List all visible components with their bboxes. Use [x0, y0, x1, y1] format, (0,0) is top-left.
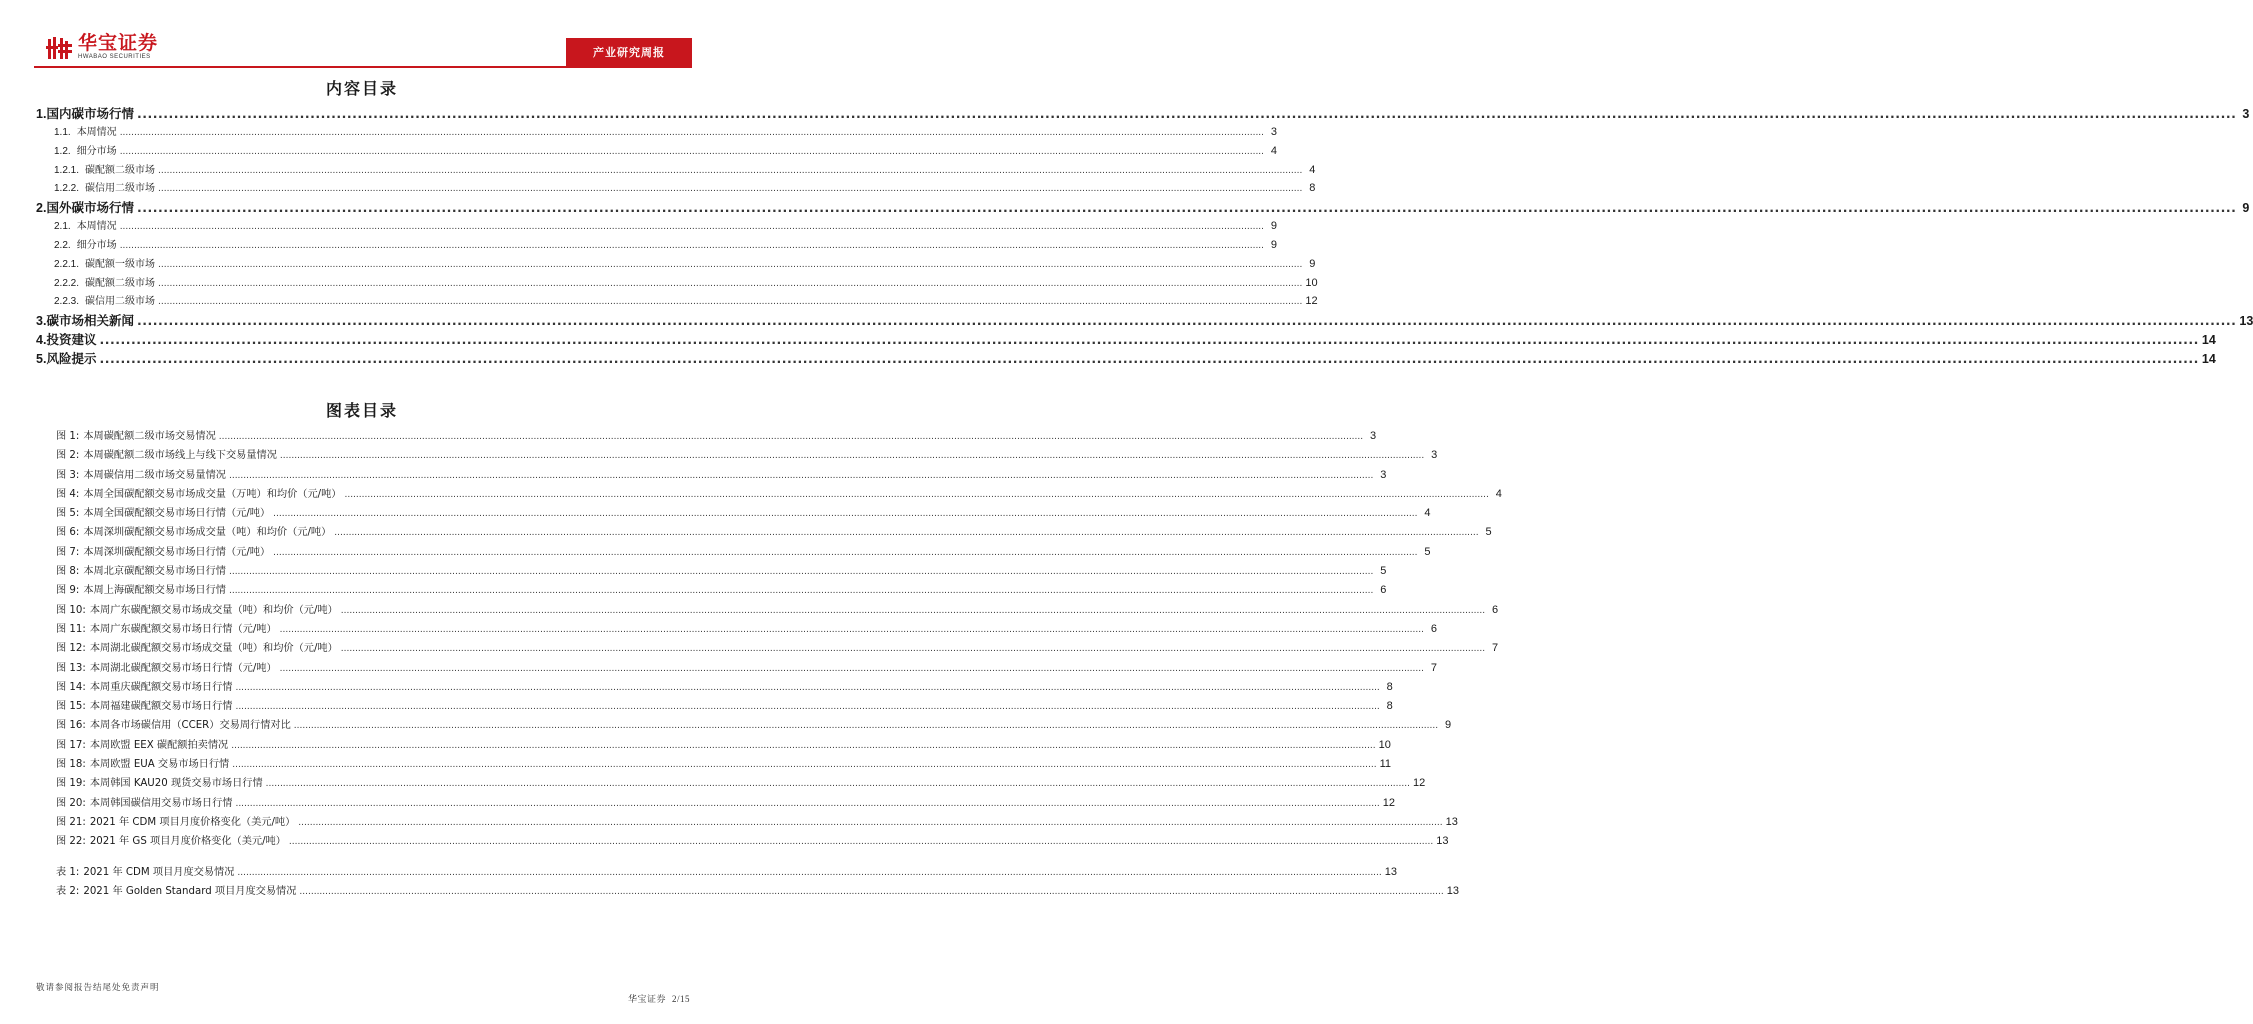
leader-dots: ................................................................................................................................................................................................................................................................................................................................................................................................................: [99, 332, 2199, 348]
toc-entry[interactable]: [36, 161, 1316, 180]
leader-dots: ................................................................................................................................................................................................................................................................................................................................................................................................................: [136, 313, 2237, 329]
entry-label: 本周碳信用二级市场交易量情况: [83, 469, 226, 481]
entry-page: 9: [1270, 220, 1278, 233]
leader-dots: ................................................................................................................................................................................................................................................................................................................................................................................................................: [232, 760, 1377, 771]
entry-label: 2021 年 Golden Standard 项目月度交易情况: [83, 886, 297, 898]
entry-label: 细分市场: [76, 239, 117, 251]
entry-page: 5: [1380, 565, 1387, 578]
entry-label: 本周广东碳配额交易市场日行情（元/吨）: [89, 623, 277, 635]
header-divider: [34, 66, 692, 68]
leader-dots: ................................................................................................................................................................................................................................................................................................................................................................................................................: [279, 663, 1424, 674]
entry-label: 投资建议: [46, 332, 97, 348]
entry-num: 2.2.3.: [54, 296, 80, 308]
toc-title: 内容目录: [325, 79, 398, 98]
entry-num: 1.2.2.: [54, 183, 80, 195]
figure-entry[interactable]: [56, 427, 1377, 446]
leader-dots: ................................................................................................................................................................................................................................................................................................................................................................................................................: [237, 868, 1382, 878]
leader-dots: ................................................................................................................................................................................................................................................................................................................................................................................................................: [228, 470, 1374, 481]
entry-label: 碳信用二级市场: [85, 183, 156, 195]
figure-entry[interactable]: [56, 716, 1452, 735]
entry-label: 本周深圳碳配额交易市场成交量（吨）和均价（元/吨）: [83, 527, 332, 539]
entry-num: 图 2:: [56, 450, 80, 462]
leader-dots: ................................................................................................................................................................................................................................................................................................................................................................................................................: [288, 837, 1434, 848]
entry-num: 3.: [36, 314, 47, 329]
entry-num: 1.: [36, 107, 47, 121]
entry-page: 10: [1305, 276, 1318, 289]
leader-dots: ................................................................................................................................................................................................................................................................................................................................................................................................................: [228, 586, 1374, 597]
entry-num: 1.2.1.: [54, 164, 80, 176]
figure-entry[interactable]: [56, 794, 1396, 813]
entry-page: 6: [1430, 622, 1437, 635]
leader-dots: ................................................................................................................................................................................................................................................................................................................................................................................................................: [158, 278, 1303, 289]
leader-dots: ................................................................................................................................................................................................................................................................................................................................................................................................................: [158, 297, 1303, 308]
entry-page: 8: [1386, 700, 1393, 713]
figure-entry[interactable]: [56, 446, 1438, 465]
entry-num: 2.2.2.: [54, 277, 80, 289]
entry-num: 图 14:: [56, 681, 86, 693]
entry-num: 1.2.: [54, 145, 71, 157]
leader-dots: ................................................................................................................................................................................................................................................................................................................................................................................................................: [298, 817, 1443, 828]
toc-entry[interactable]: [36, 330, 2216, 349]
entry-page: 13: [1446, 885, 1459, 898]
entry-num: 图 1:: [56, 431, 80, 442]
entry-label: 本周深圳碳配额交易市场日行情（元/吨）: [83, 546, 271, 558]
entry-num: 图 21:: [56, 816, 86, 828]
figure-entry[interactable]: [56, 581, 1387, 600]
leader-dots: ................................................................................................................................................................................................................................................................................................................................................................................................................: [228, 567, 1374, 578]
figure-entry[interactable]: [56, 678, 1393, 697]
table-list: [56, 863, 1459, 902]
leader-dots: ................................................................................................................................................................................................................................................................................................................................................................................................................: [119, 240, 1265, 251]
entry-num: 图 6:: [56, 527, 80, 539]
entry-label: 本周北京碳配额交易市场日行情: [83, 566, 226, 578]
figure-entry[interactable]: [56, 485, 1502, 504]
entry-label: 2021 年 GS 项目月度价格变化（美元/吨）: [89, 836, 286, 848]
entry-label: 本周各市场碳信用（CCER）交易周行情对比: [89, 720, 291, 732]
entry-page: 12: [1305, 295, 1318, 308]
leader-dots: ................................................................................................................................................................................................................................................................................................................................................................................................................: [334, 528, 1479, 539]
figure-entry[interactable]: [56, 659, 1437, 678]
toc-entry[interactable]: [36, 311, 2253, 330]
figure-entry[interactable]: [56, 755, 1391, 774]
entry-page: 12: [1382, 796, 1396, 809]
figure-entry[interactable]: [56, 601, 1499, 620]
toc-entry[interactable]: [36, 274, 1318, 293]
entry-label: 本周碳配额二级市场线上与线下交易量情况: [83, 450, 277, 462]
entry-num: 图 22:: [56, 836, 86, 848]
toc-entry[interactable]: [36, 104, 2250, 123]
figure-entry[interactable]: [56, 504, 1431, 523]
figure-entry[interactable]: [56, 543, 1431, 562]
entry-num: 图 12:: [56, 643, 86, 655]
entry-num: 图 10:: [56, 604, 86, 616]
footer-company: 华宝证券: [627, 995, 666, 1005]
entry-num: 图 20:: [56, 797, 86, 809]
entry-label: 2021 年 CDM 项目月度交易情况: [83, 867, 235, 878]
leader-dots: ................................................................................................................................................................................................................................................................................................................................................................................................................: [279, 451, 1425, 462]
figure-entry[interactable]: [56, 466, 1387, 485]
leader-dots: ................................................................................................................................................................................................................................................................................................................................................................................................................: [158, 259, 1303, 270]
logo-name-en: HWABAO SECURITIES: [78, 54, 151, 60]
entry-page: 5: [1485, 526, 1492, 539]
figure-entry[interactable]: [56, 523, 1492, 542]
toc-entry[interactable]: [36, 349, 2216, 368]
entry-label: 本周欧盟 EUA 交易市场日行情: [89, 759, 230, 771]
entry-num: 图 16:: [56, 720, 86, 732]
entry-label: 细分市场: [76, 145, 117, 157]
leader-dots: ................................................................................................................................................................................................................................................................................................................................................................................................................: [299, 887, 1444, 898]
entry-num: 图 18:: [56, 759, 86, 771]
entry-label: 本周情况: [76, 127, 117, 138]
leader-dots: ................................................................................................................................................................................................................................................................................................................................................................................................................: [235, 702, 1380, 713]
entry-page: 9: [2242, 201, 2250, 216]
entry-num: 表 2:: [56, 886, 80, 898]
entry-label: 本周湖北碳配额交易市场成交量（吨）和均价（元/吨）: [89, 643, 338, 655]
entry-page: 9: [1444, 719, 1452, 732]
toc-entry[interactable]: [36, 292, 1318, 311]
figure-entry[interactable]: [56, 832, 1449, 851]
leader-dots: ................................................................................................................................................................................................................................................................................................................................................................................................................: [119, 146, 1265, 157]
logo-mark-icon: [46, 35, 72, 61]
entry-page: 14: [2201, 333, 2216, 348]
leader-dots: ................................................................................................................................................................................................................................................................................................................................................................................................................: [344, 489, 1489, 500]
toc-entry[interactable]: [36, 179, 1316, 198]
entry-page: 13: [1445, 815, 1458, 828]
entry-label: 碳配额一级市场: [85, 258, 156, 270]
lof-title: 图表目录: [325, 401, 398, 420]
entry-num: 2.: [36, 201, 47, 216]
entry-num: 图 9:: [56, 585, 80, 597]
leader-dots: ................................................................................................................................................................................................................................................................................................................................................................................................................: [279, 624, 1424, 635]
entry-page: 9: [1270, 238, 1278, 251]
report-type-badge: 产业研究周报: [566, 38, 692, 66]
entry-num: 图 19:: [56, 778, 86, 790]
entry-page: 5: [1424, 545, 1431, 558]
entry-num: 2.2.: [54, 239, 71, 251]
figure-entry[interactable]: [56, 774, 1426, 793]
entry-page: 3: [1431, 449, 1438, 462]
leader-dots: ................................................................................................................................................................................................................................................................................................................................................................................................................: [265, 779, 1410, 790]
entry-page: 3: [2242, 107, 2250, 121]
table-entry[interactable]: [56, 882, 1459, 901]
entry-label: 碳配额二级市场: [85, 164, 156, 176]
toc-entry[interactable]: [36, 255, 1316, 274]
entry-label: 本周欧盟 EEX 碳配额拍卖情况: [89, 739, 229, 751]
entry-page: 8: [1309, 182, 1316, 195]
entry-num: 表 1:: [56, 867, 80, 878]
entry-label: 风险提示: [46, 351, 97, 367]
entry-num: 1.1.: [54, 127, 71, 138]
entry-page: 6: [1491, 603, 1499, 616]
entry-label: 本周上海碳配额交易市场日行情: [83, 585, 226, 597]
leader-dots: ................................................................................................................................................................................................................................................................................................................................................................................................................: [218, 432, 1364, 442]
entry-num: 图 4:: [56, 488, 80, 500]
company-logo: [46, 34, 158, 61]
table-entry[interactable]: [56, 863, 1398, 882]
entry-label: 碳配额二级市场: [85, 277, 156, 289]
leader-dots: ................................................................................................................................................................................................................................................................................................................................................................................................................: [273, 547, 1418, 558]
entry-label: 本周韩国碳信用交易市场日行情: [89, 797, 233, 809]
entry-page: 4: [1424, 507, 1431, 520]
toc-entry[interactable]: [36, 198, 2250, 217]
entry-label: 2021 年 CDM 项目月度价格变化（美元/吨）: [89, 816, 296, 828]
entry-page: 8: [1386, 680, 1393, 693]
entry-label: 国外碳市场行情: [46, 200, 134, 216]
leader-dots: ................................................................................................................................................................................................................................................................................................................................................................................................................: [235, 798, 1380, 809]
entry-label: 国内碳市场行情: [46, 106, 134, 121]
entry-label: 本周全国碳配额交易市场成交量（万吨）和均价（元/吨）: [83, 488, 342, 500]
entry-label: 本周韩国 KAU20 现货交易市场日行情: [89, 778, 263, 790]
entry-page: 7: [1491, 642, 1499, 655]
entry-num: 图 17:: [56, 739, 86, 751]
entry-page: 6: [1380, 584, 1387, 597]
leader-dots: ................................................................................................................................................................................................................................................................................................................................................................................................................: [340, 605, 1486, 616]
toc-entry[interactable]: [36, 123, 1278, 142]
entry-num: 2.2.1.: [54, 258, 80, 270]
leader-dots: ................................................................................................................................................................................................................................................................................................................................................................................................................: [158, 184, 1303, 195]
entry-label: 本周广东碳配额交易市场成交量（吨）和均价（元/吨）: [89, 604, 338, 616]
entry-page: 7: [1430, 661, 1437, 674]
leader-dots: ................................................................................................................................................................................................................................................................................................................................................................................................................: [158, 165, 1303, 176]
figure-entry[interactable]: [56, 736, 1391, 755]
logo-name-cn: 华宝证券: [78, 32, 159, 54]
figure-entry[interactable]: [56, 813, 1458, 832]
entry-page: 13: [1384, 866, 1398, 878]
entry-num: 5.: [36, 352, 47, 367]
entry-page: 3: [1380, 468, 1387, 481]
entry-page: 9: [1309, 257, 1316, 270]
entry-page: 4: [1495, 487, 1502, 500]
leader-dots: ................................................................................................................................................................................................................................................................................................................................................................................................................: [293, 721, 1439, 732]
entry-label: 本周全国碳配额交易市场日行情（元/吨）: [83, 508, 271, 520]
entry-label: 本周福建碳配额交易市场日行情: [89, 701, 233, 713]
entry-num: 2.1.: [54, 221, 71, 233]
toc-entry[interactable]: [36, 217, 1278, 236]
entry-num: 图 7:: [56, 546, 80, 558]
entry-page: 13: [2239, 314, 2253, 329]
entry-num: 图 5:: [56, 508, 80, 520]
entry-label: 本周重庆碳配额交易市场日行情: [89, 681, 233, 693]
figure-entry[interactable]: [56, 620, 1437, 639]
leader-dots: ................................................................................................................................................................................................................................................................................................................................................................................................................: [119, 222, 1265, 233]
entry-num: 图 8:: [56, 566, 80, 578]
table-of-contents: [36, 104, 2253, 368]
toc-entry[interactable]: [36, 236, 1278, 255]
entry-page: 13: [1436, 835, 1449, 848]
entry-num: 4.: [36, 333, 47, 348]
leader-dots: ................................................................................................................................................................................................................................................................................................................................................................................................................: [273, 509, 1418, 520]
figure-entry[interactable]: [56, 697, 1393, 716]
leader-dots: ................................................................................................................................................................................................................................................................................................................................................................................................................: [99, 351, 2199, 367]
entry-page: 11: [1379, 758, 1391, 771]
entry-label: 本周情况: [76, 221, 117, 233]
page-number: 2/15: [671, 994, 690, 1004]
leader-dots: ................................................................................................................................................................................................................................................................................................................................................................................................................: [231, 740, 1376, 751]
entry-num: 图 13:: [56, 662, 86, 674]
footer-info: [628, 992, 690, 1005]
entry-page: 12: [1412, 777, 1426, 790]
leader-dots: ................................................................................................................................................................................................................................................................................................................................................................................................................: [235, 682, 1380, 693]
entry-page: 14: [2201, 352, 2216, 367]
entry-num: 图 3:: [56, 469, 80, 481]
entry-page: 4: [1270, 144, 1278, 157]
entry-num: 图 11:: [56, 623, 86, 635]
figure-entry[interactable]: [56, 562, 1387, 581]
entry-page: 3: [1370, 430, 1377, 442]
leader-dots: ................................................................................................................................................................................................................................................................................................................................................................................................................: [340, 644, 1486, 655]
footer-disclaimer: 敬请参阅报告结尾处免责声明: [36, 983, 160, 993]
entry-page: 10: [1378, 738, 1391, 751]
leader-dots: ................................................................................................................................................................................................................................................................................................................................................................................................................: [136, 200, 2237, 216]
figure-list: [56, 427, 1502, 852]
entry-label: 本周碳配额二级市场交易情况: [83, 431, 216, 442]
entry-label: 碳信用二级市场: [85, 296, 156, 308]
entry-label: 本周湖北碳配额交易市场日行情（元/吨）: [89, 662, 277, 674]
entry-page: 4: [1309, 163, 1316, 176]
page-header: [0, 0, 724, 70]
entry-num: 图 15:: [56, 701, 86, 713]
entry-label: 碳市场相关新闻: [46, 313, 134, 329]
leader-dots: ................................................................................................................................................................................................................................................................................................................................................................................................................: [119, 128, 1265, 138]
leader-dots: ................................................................................................................................................................................................................................................................................................................................................................................................................: [136, 106, 2237, 121]
figure-entry[interactable]: [56, 639, 1499, 658]
entry-page: 3: [1270, 126, 1278, 138]
toc-entry[interactable]: [36, 142, 1278, 161]
